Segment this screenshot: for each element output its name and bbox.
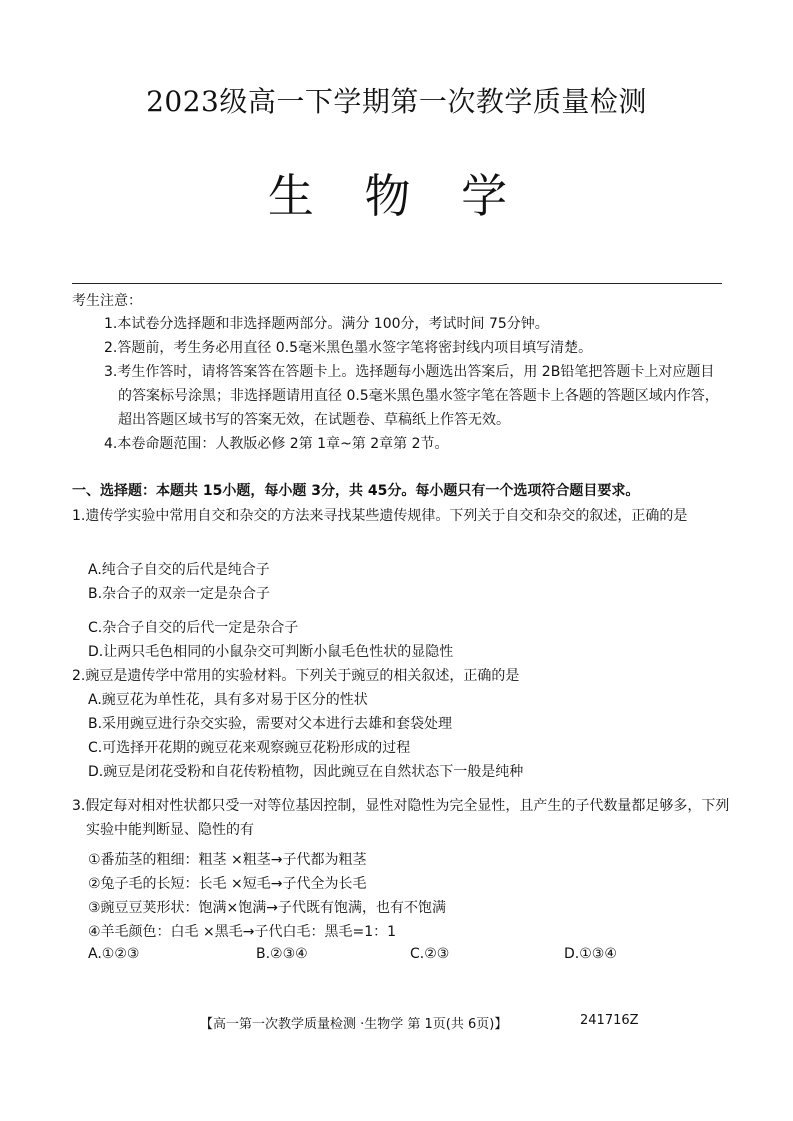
option-a: A.豌豆花为单性花，具有多对易于区分的性状 bbox=[88, 692, 368, 708]
section-heading: 一、选择题：本题共 15小题，每小题 3分，共 45分。每小题只有一个选项符合题目要求。 bbox=[72, 483, 640, 499]
notice-item: 1.本试卷分选择题和非选择题两部分。满分 100分，考试时间 75分钟。 bbox=[104, 316, 549, 332]
option-d: D.①③④ bbox=[564, 946, 617, 962]
cross-item: ③豌豆豆荚形状：饱满×饱满→子代既有饱满，也有不饱满 bbox=[88, 900, 447, 916]
question-2 bbox=[72, 664, 732, 688]
option-b: B.②③④ bbox=[256, 946, 308, 962]
notice-list bbox=[104, 312, 724, 456]
question-stem: 1.遗传学实验中常用自交和杂交的方法来寻找某些遗传规律。下列关于自交和杂交的叙述，正确的是 bbox=[72, 508, 688, 524]
option-b: B.杂合子的双亲一定是杂合子 bbox=[88, 586, 271, 602]
notice-heading: 考生注意： bbox=[72, 293, 142, 309]
question-stem: 3.假定每对相对性状都只受一对等位基因控制，显性对隐性为完全显性，且产生的子代数量都足够多，下列实验中能判断显、隐性的有 bbox=[72, 798, 730, 838]
option-a: A.纯合子自交的后代是纯合子 bbox=[88, 562, 270, 578]
option-d: D.让两只毛色相同的小鼠杂交可判断小鼠毛色性状的显隐性 bbox=[88, 644, 454, 660]
option-a: A.①②③ bbox=[88, 946, 140, 962]
question-1 bbox=[72, 504, 732, 528]
option-c: C.杂合子自交的后代一定是杂合子 bbox=[88, 620, 299, 636]
notice-item: 3.考生作答时，请将答案答在答题卡上。选择题每小题选出答案后，用 2B铅笔把答题卡上对应题目的答案标号涂黑；非选择题请用直径 0.5毫米黑色墨水签字笔在答题卡上各题的答题区域内作答，超出答题区域书写的答案无效，在试题卷、草稿纸上作答无效。 bbox=[104, 364, 719, 428]
option-c: C.可选择开花期的豌豆花来观察豌豆花粉形成的过程 bbox=[88, 740, 411, 756]
cross-item: ①番茄茎的粗细：粗茎 ×粗茎→子代都为粗茎 bbox=[88, 852, 367, 868]
exam-title: 2023级高一下学期第一次教学质量检测 bbox=[146, 85, 647, 118]
option-b: B.采用豌豆进行杂交实验，需要对父本进行去雄和套袋处理 bbox=[88, 716, 453, 732]
cross-item: ②兔子毛的长短：长毛 ×短毛→子代全为长毛 bbox=[88, 876, 367, 892]
subject-title: 生 物 学 bbox=[267, 169, 526, 223]
question-3 bbox=[72, 794, 732, 842]
question-stem: 2.豌豆是遗传学中常用的实验材料。下列关于豌豆的相关叙述，正确的是 bbox=[72, 668, 520, 684]
notice-item: 4.本卷命题范围：人教版必修 2第 1章~第 2章第 2节。 bbox=[104, 436, 449, 452]
cross-item: ④羊毛颜色：白毛 ×黑毛→子代白毛：黑毛=1：1 bbox=[88, 924, 397, 940]
footer-page-info: 【高一第一次教学质量检测 ·生物学 第 1页(共 6页)】 bbox=[200, 1017, 508, 1032]
option-c: C.②③ bbox=[410, 946, 450, 962]
footer-code: 241716Z bbox=[580, 1013, 639, 1028]
header-divider bbox=[72, 283, 722, 284]
notice-item: 2.答题前，考生务必用直径 0.5毫米黑色墨水签字笔将密封线内项目填写清楚。 bbox=[104, 340, 593, 356]
option-d: D.豌豆是闭花受粉和自花传粉植物，因此豌豆在自然状态下一般是纯种 bbox=[88, 764, 524, 780]
